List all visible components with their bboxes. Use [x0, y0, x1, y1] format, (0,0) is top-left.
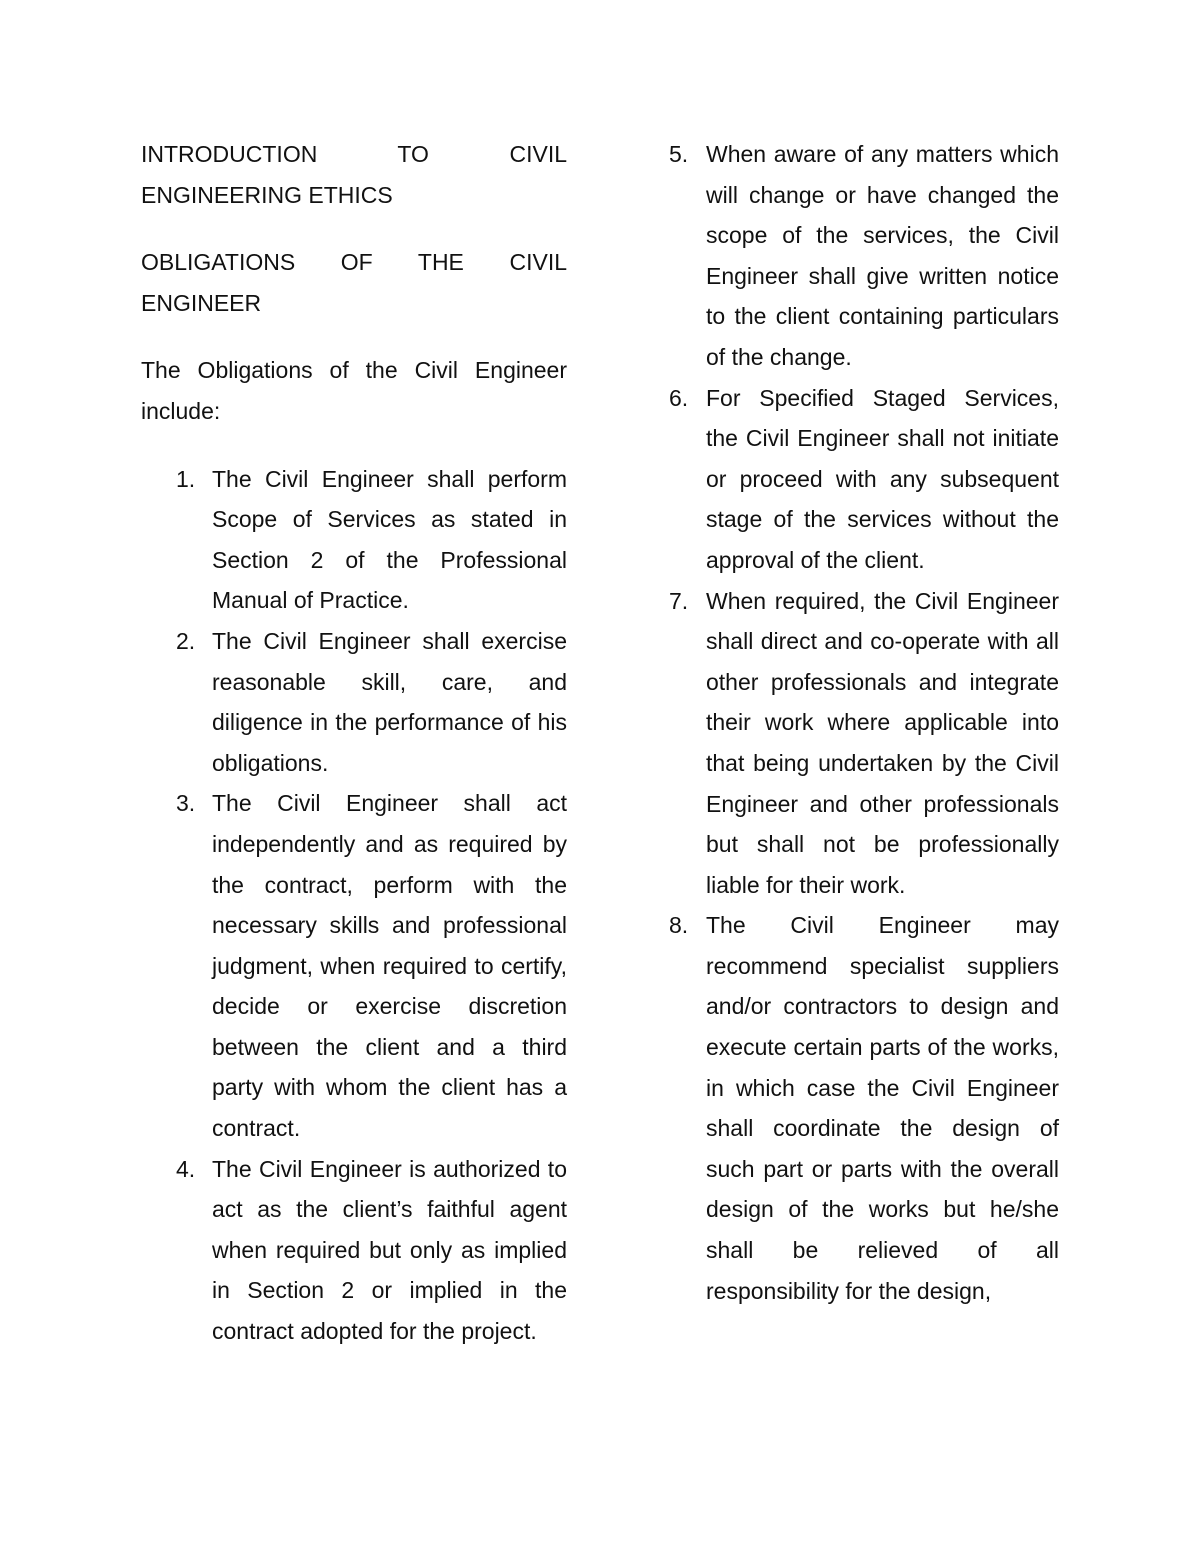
list-item-text: The Civil Engineer shall exercise reasonable skill, care, and diligence in the performance of his obligations.	[212, 627, 567, 776]
list-item	[633, 134, 1059, 378]
obligations-list-left	[141, 459, 567, 1352]
list-item-text: For Specified Staged Services, the Civil Engineer shall not initiate or proceed with any subsequent stage of the services without the approval of the client.	[706, 384, 1059, 573]
intro-paragraph: The Obligations of the Civil Engineer include:	[141, 357, 567, 424]
list-item	[633, 581, 1059, 906]
obligations-list-right	[633, 134, 1059, 1311]
list-item	[141, 621, 567, 783]
list-item-number: 3.	[176, 790, 196, 817]
list-item	[141, 459, 567, 621]
list-item-text: The Civil Engineer is authorized to act as the client’s faithful agent when required but only as implied in Section 2 or implied in the contract adopted for the project.	[212, 1155, 567, 1345]
list-item-number: 6.	[669, 384, 689, 411]
list-item-number: 8.	[669, 912, 689, 939]
list-item-number: 7.	[669, 587, 689, 614]
list-item-text: The Civil Engineer may recommend specialist suppliers and/or contractors to design and execute certain parts of the works, in which case the Civil Engineer shall coordinate the design of such part or parts with the overall design of the works but he/she shall be relieved of all responsibility for the design,	[706, 912, 1059, 1304]
list-item	[141, 1149, 567, 1352]
list-item-number: 1.	[176, 465, 196, 492]
list-item	[633, 905, 1059, 1311]
list-item-number: 4.	[176, 1155, 196, 1182]
right-column	[633, 134, 1059, 1311]
list-item-number: 2.	[176, 627, 196, 654]
list-item-text: When required, the Civil Engineer shall direct and co-operate with all other professionals and integrate their work where applicable into that being undertaken by the Civil Engineer and other professionals but shall not be professionally liable for their work.	[706, 587, 1059, 898]
document-title: INTRODUCTION TO CIVIL ENGINEERING ETHICS	[141, 141, 567, 208]
list-item	[141, 783, 567, 1148]
list-item	[633, 378, 1059, 581]
section-heading: OBLIGATIONS OF THE CIVIL ENGINEER	[141, 249, 567, 316]
list-item-text: The Civil Engineer shall perform Scope of Services as stated in Section 2 of the Professional Manual of Practice.	[212, 465, 567, 614]
left-column	[141, 134, 567, 1352]
list-item-number: 5.	[669, 141, 689, 167]
list-item-text: When aware of any matters which will change or have changed the scope of the services, the Civil Engineer shall give written notice to the client containing particulars of the change.	[706, 141, 1059, 370]
list-item-text: The Civil Engineer shall act independently and as required by the contract, perform with the necessary skills and professional judgment, when required to certify, decide or exercise discretion between the client and a third party with whom the client has a contract.	[212, 790, 567, 1142]
